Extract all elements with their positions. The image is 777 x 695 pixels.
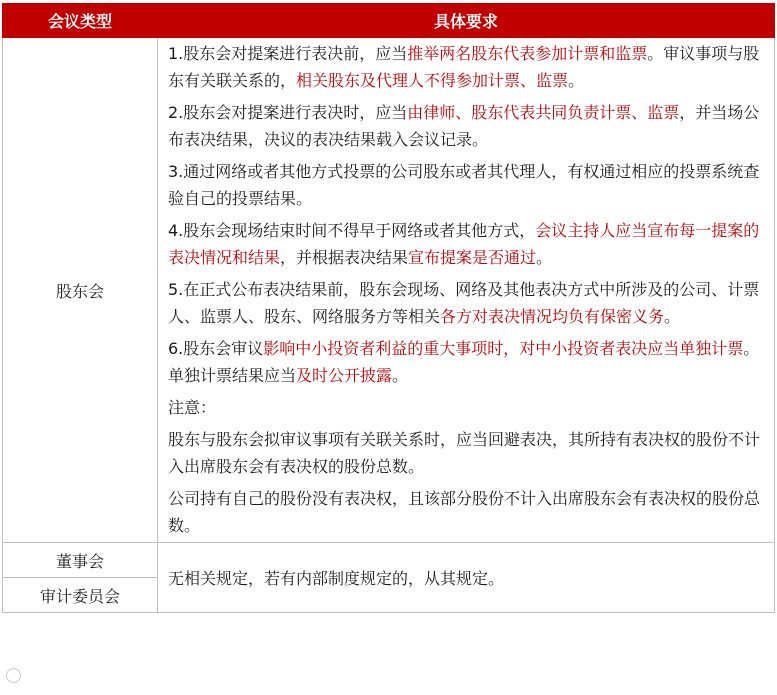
watermark: [6, 668, 21, 683]
table-row-shareholders: [3, 38, 775, 543]
highlighted-text: 由律师、股东代表共同负责计票、监票: [407, 103, 680, 122]
plain-text: 股东与股东会拟审议事项有关联关系时，应当回避表决，其所持有表决权的股份不计入出席股东会有表决权的股份总数。: [168, 430, 761, 476]
highlighted-text: 各方对表决情况均负有保密义务: [440, 307, 665, 326]
requirement-item: [168, 158, 766, 212]
meeting-requirements-table: [2, 3, 775, 613]
requirement-item: [168, 217, 766, 271]
highlighted-text: 相关股东及代理人不得参加计票、监票: [296, 71, 569, 90]
header-requirements: 具体要求: [158, 4, 775, 38]
plain-text: 。: [568, 71, 585, 90]
plain-text: 。审议事项与股东有关联关系的，: [168, 44, 760, 90]
highlighted-text: 会议主持人应当宣布每一提案的表决情况和结果: [168, 221, 760, 267]
requirement-item: [168, 394, 766, 421]
plain-text: 。: [536, 248, 553, 267]
table-row-board: [3, 543, 775, 578]
requirement-item: [168, 40, 766, 94]
requirement-item: [168, 99, 766, 153]
plain-text: 3.通过网络或者其他方式投票的公司股东或者其代理人，有权通过相应的投票系统查验自己的投票结果。: [168, 162, 760, 208]
meeting-type-board: 董事会: [3, 543, 158, 578]
plain-text: ，并当场公布表决结果，决议的表决结果载入会议记录。: [168, 103, 760, 149]
requirement-item: [168, 335, 766, 389]
requirements-shareholders: [158, 38, 775, 543]
requirement-item: [168, 485, 766, 539]
plain-text: 。: [392, 366, 409, 385]
table-header-row: [3, 4, 775, 38]
highlighted-text: 及时公开披露: [296, 366, 393, 385]
plain-text: 1.股东会对提案进行表决前，应当: [168, 44, 408, 63]
plain-text: 。: [664, 307, 681, 326]
meeting-type-audit: 审计委员会: [3, 578, 158, 613]
requirements-board-audit: 无相关规定，若有内部制度规定的，从其规定。: [158, 543, 775, 613]
plain-text: 4.股东会现场结束时间不得早于网络或者其他方式，: [168, 221, 536, 240]
plain-text: 6.股东会审议: [168, 339, 264, 358]
plain-text: 2.股东会对提案进行表决时，应当: [168, 103, 408, 122]
highlighted-text: 影响中小投资者利益的重大事项时，对中小投资者表决应当单独计票: [263, 339, 744, 358]
header-meeting-type: 会议类型: [3, 4, 158, 38]
plain-text: ，并根据表决结果: [280, 248, 409, 267]
requirement-item: [168, 276, 766, 330]
meeting-type-shareholders: 股东会: [3, 38, 158, 543]
highlighted-text: 推举两名股东代表参加计票和监票: [407, 44, 648, 63]
plain-text: 。单独计票结果应当: [168, 339, 760, 385]
watermark-logo-icon: [6, 668, 21, 683]
plain-text: 5.在正式公布表决结果前，股东会现场、网络及其他表决方式中所涉及的公司、计票人、监票人、股东、网络服务方等相关: [168, 280, 760, 326]
plain-text: 注意：: [168, 398, 217, 417]
highlighted-text: 宣布提案是否通过: [408, 248, 537, 267]
requirement-item: [168, 426, 766, 480]
plain-text: 公司持有自己的股份没有表决权，且该部分股份不计入出席股东会有表决权的股份总数。: [168, 489, 761, 535]
